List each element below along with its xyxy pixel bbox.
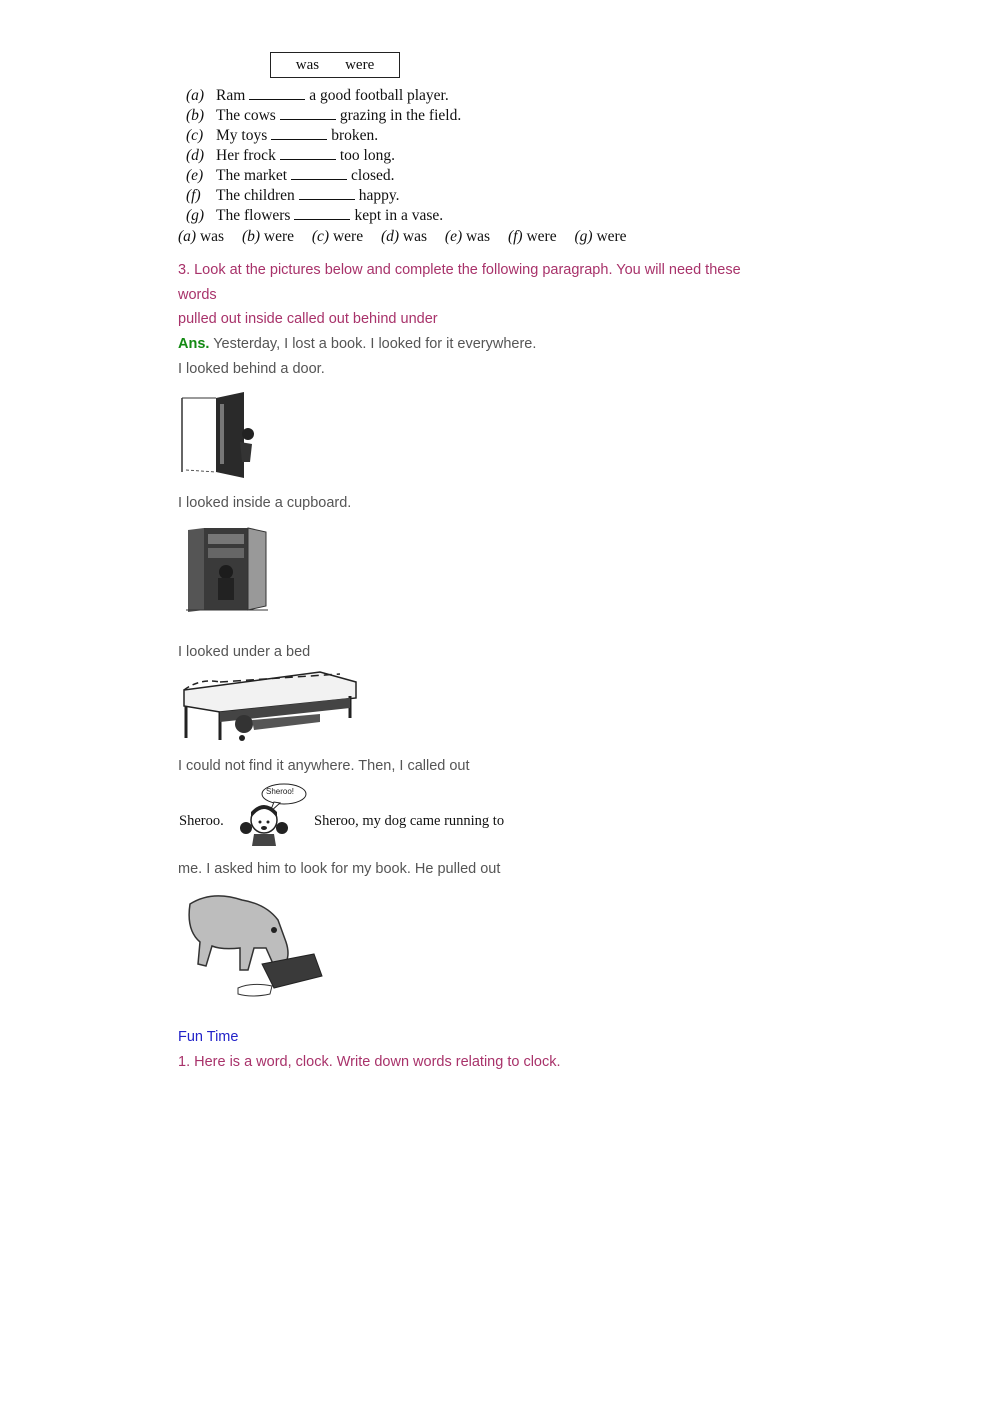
word-were: were <box>345 56 375 73</box>
exercise-text: broken. <box>331 127 379 144</box>
answer-label: (e) <box>444 228 463 245</box>
exercise-text: a good football player. <box>309 87 449 104</box>
exercise-label: (f) <box>186 187 201 204</box>
ans-text: Yesterday, I lost a book. I looked for it everywhere. <box>213 336 537 352</box>
blank-line <box>294 209 350 220</box>
exercise-label: (d) <box>186 147 205 164</box>
answer-key <box>178 228 641 246</box>
exercise-text: Ram <box>216 87 246 104</box>
answer-label: (f) <box>507 228 523 245</box>
speech-bubble-text: Sheroo! <box>266 787 295 796</box>
exercise-text: Her frock <box>216 147 276 164</box>
exercise-text: kept in a vase. <box>354 207 444 224</box>
answer-value: were <box>263 228 295 245</box>
exercise-e <box>186 167 395 185</box>
word-choice-box <box>270 52 400 78</box>
exercise-text: The cows <box>216 107 276 124</box>
answer-line-1 <box>178 336 536 352</box>
exercise-d <box>186 147 395 165</box>
exercise-label: (a) <box>186 87 205 104</box>
blank-line <box>291 169 347 180</box>
fun-time-question-1: 1. Here is a word, clock. Write down words relating to clock. <box>178 1054 561 1070</box>
fun-time-heading: Fun Time <box>178 1029 239 1045</box>
door-picture <box>180 392 260 478</box>
exercise-text: The children <box>216 187 295 204</box>
answer-label: (d) <box>380 228 400 245</box>
word-was: was <box>295 56 320 73</box>
exercise-f <box>186 187 400 205</box>
exercise-text: grazing in the field. <box>339 107 462 124</box>
exercise-g <box>186 207 443 225</box>
blank-line <box>280 109 336 120</box>
exercise-label: (g) <box>186 207 205 224</box>
cupboard-picture <box>186 526 268 614</box>
question-3-line1: 3. Look at the pictures below and complete the following paragraph. You will need these <box>178 262 741 278</box>
answer-label: (c) <box>311 228 330 245</box>
answer-line-3: I looked inside a cupboard. <box>178 495 352 511</box>
exercise-text: The flowers <box>216 207 291 224</box>
question-3-words: pulled out inside called out behind under <box>178 311 438 327</box>
blank-line <box>249 89 305 100</box>
answer-value: were <box>332 228 364 245</box>
sheroo-right-text: Sheroo, my dog came running to <box>314 813 505 829</box>
exercise-b <box>186 107 461 125</box>
answer-line-6: me. I asked him to look for my book. He pulled out <box>178 861 501 877</box>
sheroo-left-text: Sheroo. <box>179 813 224 829</box>
answer-line-5: I could not find it anywhere. Then, I called out <box>178 758 470 774</box>
answer-value: was <box>402 228 428 245</box>
blank-line <box>280 149 336 160</box>
exercise-a <box>186 87 449 105</box>
exercise-label: (b) <box>186 107 205 124</box>
answer-value: was <box>199 228 225 245</box>
answer-line-2: I looked behind a door. <box>178 361 325 377</box>
exercise-label: (c) <box>186 127 204 144</box>
answer-line-4: I looked under a bed <box>178 644 311 660</box>
exercise-text: too long. <box>339 147 395 164</box>
answer-label: (g) <box>574 228 593 245</box>
blank-line <box>299 189 355 200</box>
exercise-label: (e) <box>186 167 204 184</box>
exercise-text: The market <box>216 167 288 184</box>
blank-line <box>271 129 327 140</box>
exercise-c <box>186 127 378 145</box>
question-3-line2: words <box>178 287 217 303</box>
bed-picture <box>180 668 358 742</box>
exercise-text: My toys <box>216 127 268 144</box>
answer-label: (a) <box>178 228 197 245</box>
answer-label: (b) <box>241 228 261 245</box>
answer-value: was <box>465 228 491 245</box>
dog-with-book-picture <box>182 890 324 1002</box>
exercise-text: closed. <box>351 167 395 184</box>
answer-value: were <box>526 228 557 245</box>
exercise-text: happy. <box>358 187 400 204</box>
answer-value: were <box>596 228 627 245</box>
ans-label: Ans. <box>178 336 210 352</box>
